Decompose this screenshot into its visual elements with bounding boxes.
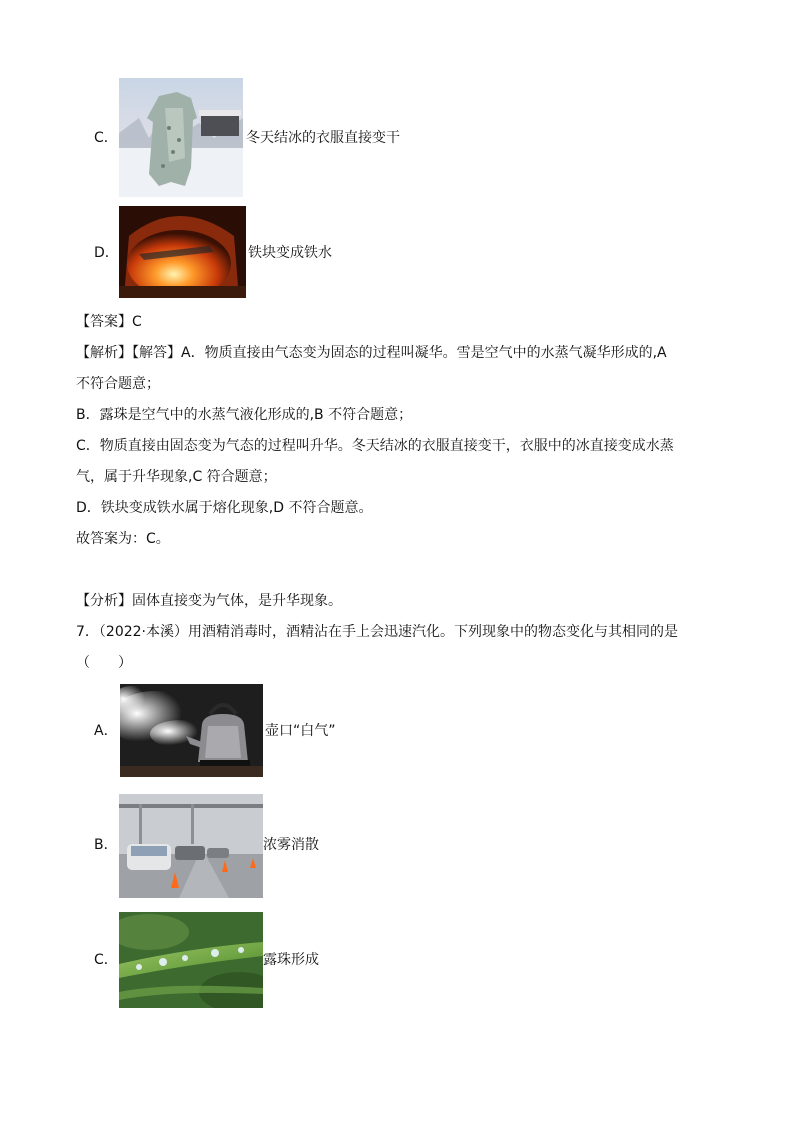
analysis-line-5: 气，属于升华现象,C 符合题意； <box>76 469 277 485</box>
answer-line <box>76 312 142 332</box>
answer-value: C <box>132 314 142 330</box>
analysis-line-3: B．露珠是空气中的水蒸气液化形成的,B 不符合题意； <box>76 407 413 423</box>
q7-option-c-text: 露珠形成 <box>263 952 319 968</box>
summary-text: 固体直接变为气体，是升华现象。 <box>132 593 342 609</box>
q7-option-b-letter: B． <box>94 837 118 853</box>
summary-line <box>76 591 342 611</box>
q7-option-a-letter: A． <box>94 723 118 739</box>
analysis-line-1 <box>76 343 667 363</box>
option-d-text: 铁块变成铁水 <box>248 245 332 261</box>
option-c-text: 冬天结冰的衣服直接变干 <box>246 130 400 146</box>
answer-label: 【答案】 <box>76 314 132 330</box>
analysis-label: 【解析】【解答】 <box>76 345 181 361</box>
molten-iron-photo <box>119 206 246 298</box>
question-7-stem: 7．（2022·本溪）用酒精消毒时，酒精沾在手上会迅速汽化。下列现象中的物态变化与其相同的是 <box>76 624 678 640</box>
question-7-blank: （ ） <box>76 655 132 671</box>
frozen-clothes-photo <box>119 78 243 197</box>
option-d-letter: D． <box>94 245 119 261</box>
analysis-line-2: 不符合题意； <box>76 376 160 392</box>
fog-road-photo <box>119 794 263 898</box>
summary-label: 【分析】 <box>76 593 132 609</box>
dew-drops-photo <box>119 912 263 1008</box>
analysis-line-6: D．铁块变成铁水属于熔化现象,D 不符合题意。 <box>76 500 373 516</box>
q7-option-a-text: 壶口“白气” <box>265 723 336 739</box>
analysis-text: A．物质直接由气态变为固态的过程叫凝华。雪是空气中的水蒸气凝华形成的,A <box>181 345 667 361</box>
q7-option-b-text: 浓雾消散 <box>263 837 319 853</box>
kettle-steam-photo <box>120 684 263 777</box>
analysis-line-4: C．物质直接由固态变为气态的过程叫升华。冬天结冰的衣服直接变干，衣服中的冰直接变成水蒸 <box>76 438 674 454</box>
analysis-line-7: 故答案为：C。 <box>76 531 170 547</box>
q7-option-c-letter: C． <box>94 952 118 968</box>
option-c-letter: C． <box>94 130 118 146</box>
